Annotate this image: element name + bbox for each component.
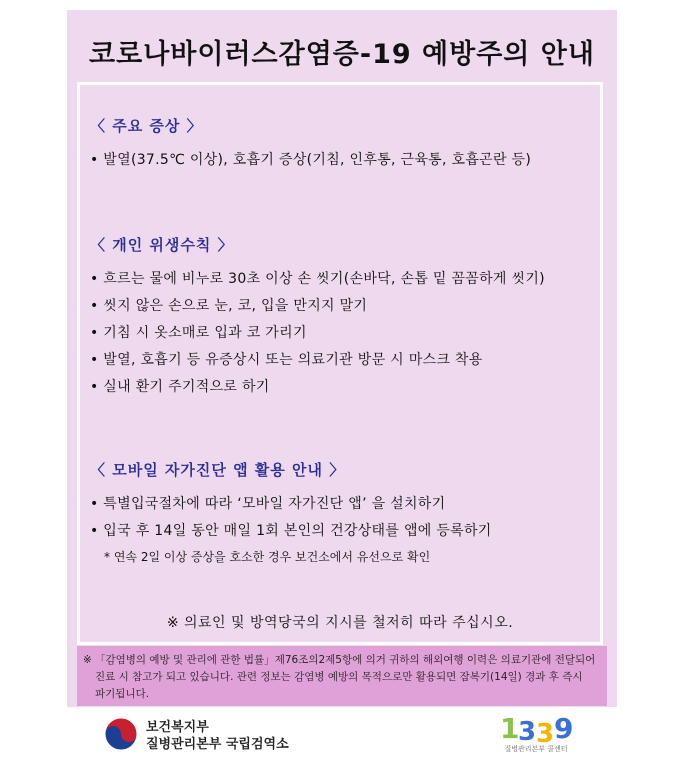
section-heading-mobile-app: 〈 모바일 자가진단 앱 활용 안내 〉 bbox=[90, 461, 346, 479]
org-name-ministry: 보건복지부 bbox=[146, 720, 209, 735]
notice-poster bbox=[67, 10, 617, 707]
org-name-agency: 질병관리본부 국립검역소 bbox=[146, 737, 289, 752]
footer bbox=[0, 707, 680, 771]
svg-text:3: 3 bbox=[536, 719, 555, 749]
section-heading-symptoms: 〈 주요 증상 〉 bbox=[90, 117, 203, 135]
svg-text:3: 3 bbox=[518, 717, 537, 747]
list-item: • 입국 후 14일 동안 매일 1회 본인의 건강상태를 앱에 등록하기 bbox=[90, 523, 492, 539]
notice-line: 진료 시 참고가 되고 있습니다. 관련 정보는 감염병 예방의 목적으로만 활용되면 잠복기(14일) 경과 후 즉시 bbox=[95, 671, 583, 683]
page-title: 코로나바이러스감염증-19 예방주의 안내 bbox=[89, 39, 595, 70]
closing-statement: ※ 의료인 및 방역당국의 지시를 철저히 따라 주십시오. bbox=[166, 615, 514, 631]
list-item: • 씻지 않은 손으로 눈, 코, 입을 만지지 말기 bbox=[90, 298, 368, 314]
list-item: • 발열, 호흡기 등 유증상시 또는 의료기관 방문 시 마스크 착용 bbox=[90, 352, 483, 368]
notice-line: 파기됩니다. bbox=[95, 688, 150, 700]
content-panel bbox=[77, 82, 603, 645]
notice-mark: ※ bbox=[83, 654, 92, 666]
section-heading-hygiene: 〈 개인 위생수칙 〉 bbox=[90, 236, 234, 254]
list-item: • 특별입국절차에 따라 ‘모바일 자가진단 앱’ 을 설치하기 bbox=[90, 496, 446, 512]
list-item: • 실내 환기 주기적으로 하기 bbox=[90, 379, 270, 395]
notice-line: 「감염병의 예방 및 관리에 관한 법률」제76조의2제5항에 의거 귀하의 해외여행 이력은 의료기관에 전달되어 bbox=[95, 654, 596, 666]
hotline-label: 질병관리본부 콜센터 bbox=[504, 745, 568, 753]
list-item: • 기침 시 옷소매로 입과 코 가리기 bbox=[90, 325, 307, 341]
legal-notice bbox=[77, 646, 607, 706]
list-item: • 발열(37.5℃ 이상), 호흡기 증상(기침, 인후통, 근육통, 호흡곤란 등) bbox=[90, 152, 532, 168]
svg-text:1: 1 bbox=[500, 712, 520, 745]
footnote: * 연속 2일 이상 증상을 호소한 경우 보건소에서 유선으로 확인 bbox=[104, 550, 431, 564]
list-item: • 흐르는 물에 비누로 30초 이상 손 씻기(손바닥, 손톱 밑 꼼꼼하게 씻기) bbox=[90, 271, 545, 287]
government-emblem-icon bbox=[103, 716, 139, 752]
svg-text:9: 9 bbox=[554, 712, 574, 745]
